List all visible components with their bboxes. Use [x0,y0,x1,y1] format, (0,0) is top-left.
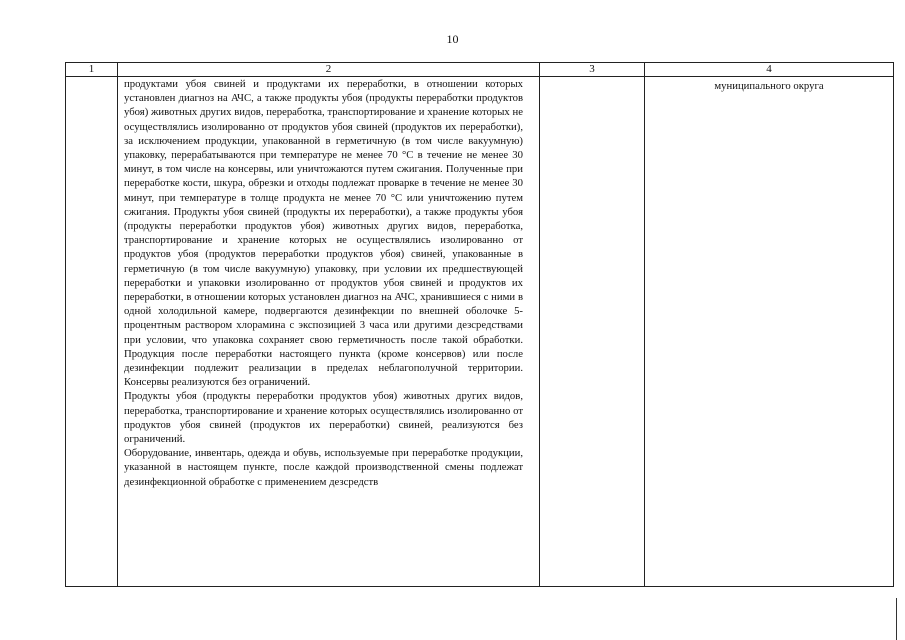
table-row [66,77,894,587]
column-header-3: 3 [540,63,645,77]
column-header-4: 4 [645,63,894,77]
column-header-1: 1 [66,63,118,77]
paragraph-equipment-disinfection: Оборудование, инвентарь, одежда и обувь, используемые при переработке продукции, указанной в настоящем пункте, после каждой производственной смены подлежат дезинфекционной обработке с применением дезсредств [124,447,523,488]
paragraph-other-species-products: Продукты убоя (продукты переработки продуктов убоя) животных других видов, переработка, транспортирование и хранение которых осуществлялись изолированно от продуктов убоя свиней (продуктов их переработки) свиней, реализуются без ограничений. [124,390,523,446]
scan-edge-mark [896,598,897,640]
column-4-cell: муниципального округа [645,77,894,587]
column-2-cell [118,77,540,587]
table-header-row [66,63,894,77]
page-number: 10 [446,32,459,46]
document-table [65,62,894,587]
column-1-cell [66,77,118,587]
column-3-cell [540,77,645,587]
column-header-2: 2 [118,63,540,77]
paragraph-processing-rules: продуктами убоя свиней и продуктами их переработки, в отношении которых установлен диагноз на АЧС, а также продукты убоя (продукты переработки продуктов убоя) животных других видов, переработка, транспортирование и хранение которых не осуществлялись изолированно от продуктов убоя свиней (продуктов их переработки), за исключением продукции, упакованной в герметичную (в том числе вакуумную) упаковку, перерабатываются при температуре не менее 70 °С в течение не менее 30 минут, в том числе на консервы, или уничтожаются путем сжигания. Полученные при переработке кости, шкура, обрезки и отходы подлежат проварке в течение не менее 30 минут, при температуре в толще продукта не менее 70 °С или уничтожению путем сжигания. Продукты убоя свиней (продукты их переработки), а также продукты убоя (продукты переработки продуктов убоя) животных других видов, переработка, транспортирование и хранение которых не осуществлялись изолированно от продуктов убоя (продуктов переработки продуктов убоя) свиней, упакованные в герметичную (в том числе вакуумную) упаковку, при условии их предшествующей переработки и упаковки изолированно от продуктов убоя свиней и продуктов их переработки, в отношении которых установлен диагноз на АЧС, хранившиеся с ними в одной холодильной камере, подвергаются дезинфекции по внешней оболочке 5-процентным раствором хлорамина с экспозицией 3 часа или другими дезсредствами при условии, что упаковка сохраняет свою герметичность после такой обработки. Продукция после переработки настоящего пункта (кроме консервов) или после дезинфекции подлежит реализации в пределах неблагополучной территории. Консервы реализуются без ограничений. [124,78,523,389]
